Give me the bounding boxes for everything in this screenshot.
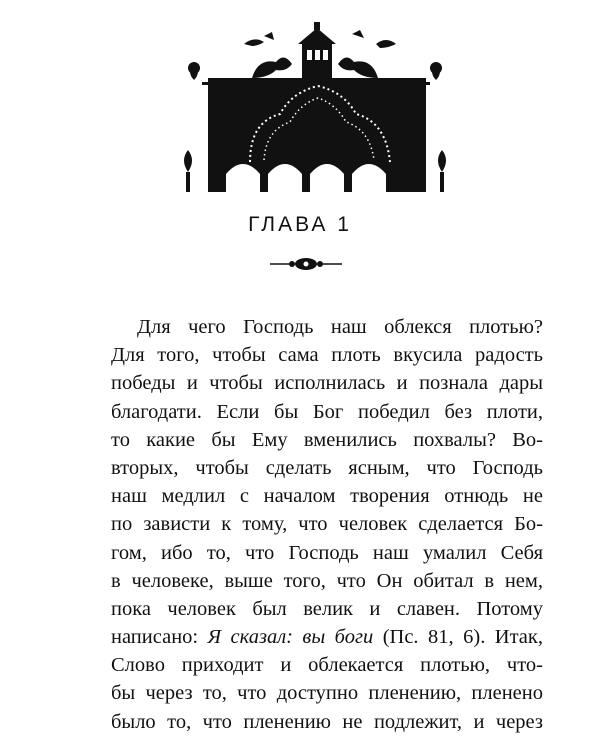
text-fragment: (Пс. 81, 6). Итак, xyxy=(373,626,543,649)
text-line-with-quote xyxy=(111,623,543,651)
chapter-title: ГЛАВА 1 xyxy=(248,213,352,236)
text-line: было то, что пленению не подлежит, и через xyxy=(111,710,543,733)
divider-ornament-icon xyxy=(268,254,344,274)
text-line: вторых, чтобы сделать ясным, что Господь xyxy=(111,456,543,479)
text-fragment: написано: xyxy=(111,626,208,649)
chapter-body-text xyxy=(111,313,543,736)
scripture-quote: Я сказал: вы боги xyxy=(207,626,374,649)
text-line: то какие бы Ему вменились похвалы? Во- xyxy=(111,428,543,451)
text-line: победы и чтобы исполнилась и познала дары xyxy=(111,372,543,395)
text-line: благодати. Если бы Бог победил без плоти, xyxy=(111,400,543,423)
text-line: пока человек был велик и славен. Потому xyxy=(111,597,543,620)
text-line: Для чего Господь наш облекся плотью? xyxy=(137,316,543,338)
text-line: Слово приходит и облекается плотью, что- xyxy=(111,654,543,677)
text-line: бы через то, что доступно пленению, пленено xyxy=(111,682,543,705)
text-line: в человеке, выше того, что Он обитал в нем, xyxy=(111,569,543,592)
text-line: наш медлил с началом творения отнюдь не xyxy=(111,485,543,508)
text-line: Для того, чтобы сама плоть вкусила радость xyxy=(111,344,543,367)
text-line: гом, ибо то, что Господь наш умалил Себя xyxy=(111,541,543,564)
headpiece-illustration xyxy=(180,22,450,207)
text-line: по зависти к тому, что человек сделается Бо- xyxy=(111,513,543,536)
